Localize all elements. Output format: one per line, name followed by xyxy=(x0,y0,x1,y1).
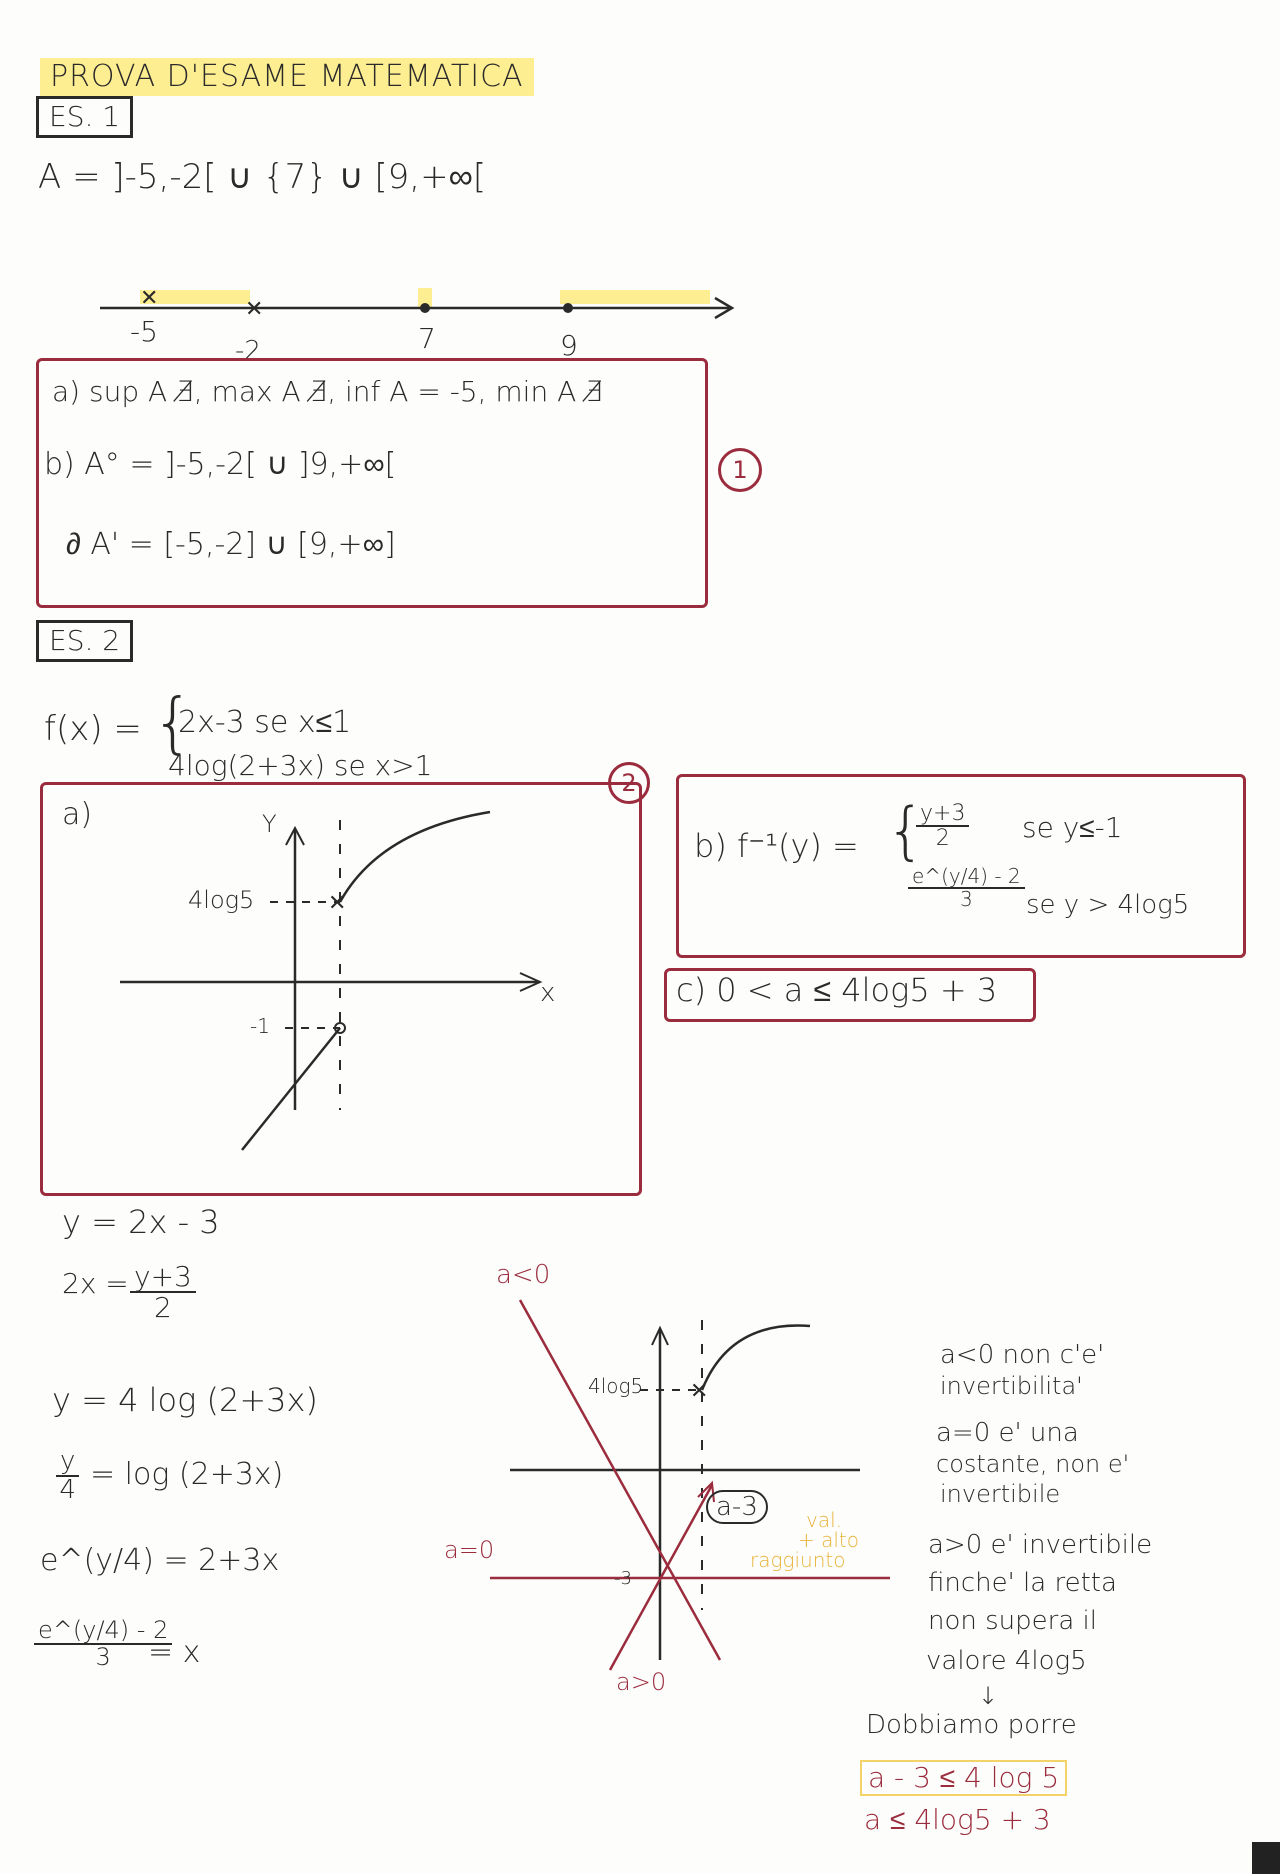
es2-score: 2 xyxy=(621,769,637,797)
work-line-4-rhs: = log (2+3x) xyxy=(90,1457,284,1492)
graph2-a-neg: a<0 xyxy=(496,1260,551,1290)
work-line-3: y = 4 log (2+3x) xyxy=(52,1381,318,1419)
inverse-case2-cond: se y > 4log5 xyxy=(1026,890,1190,920)
inverse-case1-den: 2 xyxy=(935,826,950,852)
note-arrow-icon: ↓ xyxy=(978,1682,999,1710)
es1-answer-a: a) sup A ∄, max A ∄, inf A = -5, min A ∄ xyxy=(52,375,603,408)
work-line-2-num: y+3 xyxy=(130,1262,196,1293)
f-brace: { xyxy=(152,684,194,761)
work-line-4-num: y xyxy=(56,1448,79,1477)
svg-text:✕: ✕ xyxy=(140,286,159,311)
graph2-note-2: + alto xyxy=(798,1528,860,1552)
es2-c-answer: c) 0 < a ≤ 4log5 + 3 xyxy=(676,971,998,1009)
tick-7: 7 xyxy=(418,322,436,355)
note-11: a - 3 ≤ 4 log 5 xyxy=(860,1760,1067,1796)
note-4: costante, non e' xyxy=(936,1450,1130,1478)
es2-a-label: a) xyxy=(62,797,93,832)
graph-y-label: Y xyxy=(262,810,277,838)
work-line-4-den: 4 xyxy=(59,1475,76,1506)
f-case-2: 4log(2+3x) se x>1 xyxy=(168,749,433,782)
tick-minus2: -2 xyxy=(235,336,261,366)
note-5: invertibile xyxy=(940,1480,1061,1508)
graph2-a-minus-3: a-3 xyxy=(706,1490,768,1524)
es1-score-circle xyxy=(718,448,762,492)
work-line-2-den: 2 xyxy=(154,1291,172,1325)
tick-minus5: -5 xyxy=(130,315,158,348)
inverse-case1-num: y+3 xyxy=(916,802,969,827)
note-7: finche' la retta xyxy=(928,1568,1117,1598)
inverse-case1-cond: se y≤-1 xyxy=(1022,811,1123,844)
es1-score: 1 xyxy=(732,456,748,484)
es2-function-graph xyxy=(120,810,570,1160)
inverse-case2-num: e^(y/4) - 2 xyxy=(908,866,1025,889)
work-line-6-den: 3 xyxy=(95,1643,111,1672)
tick-9: 9 xyxy=(560,329,578,362)
es2-label: ES. 2 xyxy=(36,620,133,662)
note-10: Dobbiamo porre xyxy=(866,1710,1077,1740)
es1-label: ES. 1 xyxy=(36,96,133,138)
es2-parameter-graph xyxy=(490,1300,910,1700)
page-title: PROVA D'ESAME MATEMATICA xyxy=(40,58,534,96)
note-2: invertibilita' xyxy=(940,1372,1083,1400)
inverse-case2-fraction xyxy=(908,866,1025,910)
note-3: a=0 e' una xyxy=(936,1418,1079,1448)
note-8: non supera il xyxy=(928,1606,1097,1636)
note-1: a<0 non c'e' xyxy=(940,1340,1105,1370)
note-6: a>0 e' invertibile xyxy=(928,1530,1153,1560)
es2-score-circle xyxy=(608,762,650,804)
work-line-6-num: e^(y/4) - 2 xyxy=(34,1618,172,1645)
inverse-case1-fraction xyxy=(916,802,969,850)
graph2-a-pos: a>0 xyxy=(616,1668,667,1696)
note-12: a ≤ 4log5 + 3 xyxy=(864,1803,1051,1836)
note-9: valore 4log5 xyxy=(926,1646,1087,1676)
inverse-case2-den: 3 xyxy=(959,887,973,911)
inverse-lhs: b) f⁻¹(y) = xyxy=(694,827,859,865)
graph2-4log5: 4log5 xyxy=(588,1374,644,1398)
graph2-a-zero: a=0 xyxy=(444,1536,495,1564)
f-case-1: 2x-3 se x≤1 xyxy=(178,705,352,740)
work-line-6-rhs: = x xyxy=(148,1635,201,1670)
svg-text:✕: ✕ xyxy=(245,297,264,322)
es1-set-definition: A = ]-5,-2[ ∪ {7} ∪ [9,+∞[ xyxy=(38,157,487,197)
svg-text:✕: ✕ xyxy=(328,891,347,916)
graph-4log5-label: 4log5 xyxy=(188,886,255,914)
work-line-1: y = 2x - 3 xyxy=(62,1203,220,1241)
svg-text:✕: ✕ xyxy=(690,1379,709,1404)
graph-x-label: x xyxy=(540,978,556,1008)
work-line-2-fraction xyxy=(130,1262,196,1323)
es1-answer-c: ∂ A' = [-5,-2] ∪ [9,+∞] xyxy=(66,527,396,562)
es1-answer-b: b) A° = ]-5,-2[ ∪ ]9,+∞[ xyxy=(44,447,397,482)
work-line-4-fraction xyxy=(56,1448,79,1505)
graph2-note-1: val. xyxy=(806,1508,843,1532)
work-line-5: e^(y/4) = 2+3x xyxy=(40,1543,280,1578)
page-corner-mark xyxy=(1252,1842,1280,1874)
f-lhs: f(x) = xyxy=(44,709,142,749)
inverse-brace: { xyxy=(886,794,926,867)
graph2-neg3: -3 xyxy=(614,1568,632,1589)
work-line-2-lhs: 2x = xyxy=(62,1267,129,1300)
graph-neg1-label: -1 xyxy=(250,1014,270,1038)
graph2-note-3: raggiunto xyxy=(750,1548,846,1572)
